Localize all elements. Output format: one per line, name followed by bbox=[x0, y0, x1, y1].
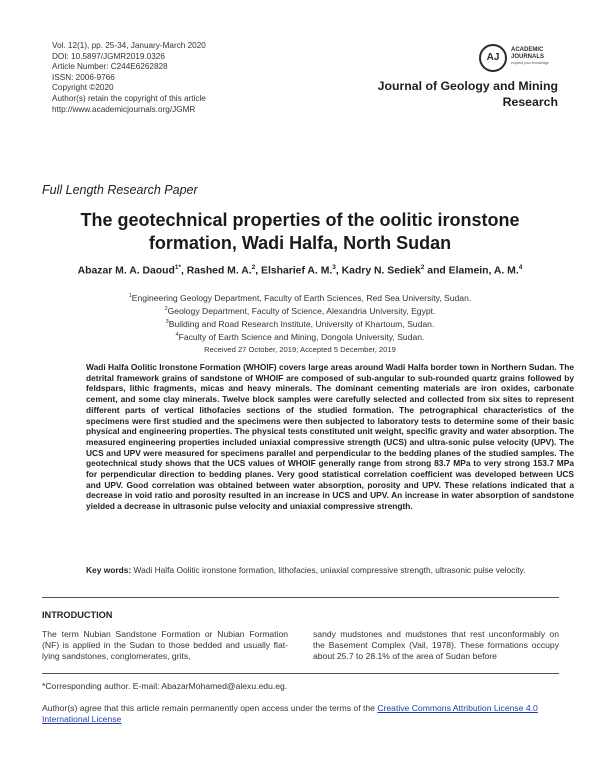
author-separator: , bbox=[255, 265, 262, 277]
author-separator: , bbox=[335, 265, 342, 277]
affiliation-line bbox=[30, 317, 570, 330]
metadata-line: Author(s) retain the copyright of this article bbox=[52, 93, 206, 103]
author-name: Elamein, A. M. bbox=[448, 265, 519, 277]
affiliation-text: Faculty of Earth Science and Mining, Dongola University, Sudan. bbox=[178, 331, 425, 342]
metadata-line: Copyright ©2020 bbox=[52, 83, 114, 93]
introduction-heading: INTRODUCTION bbox=[42, 610, 113, 620]
title-line2: formation, Wadi Halfa, North Sudan bbox=[148, 233, 452, 253]
affiliation-number: 1 bbox=[128, 293, 132, 299]
logo-tagline: expand your knowledge bbox=[511, 61, 549, 65]
author-affiliation-mark: 2 bbox=[420, 264, 425, 271]
footnote-divider bbox=[42, 673, 559, 674]
metadata-line: DOI: 10.5897/JGMR2019.0326 bbox=[52, 51, 165, 61]
metadata-line: Vol. 12(1), pp. 25-34, January-March 2020 bbox=[52, 41, 206, 50]
affiliation-line bbox=[30, 304, 570, 317]
academic-journals-logo bbox=[479, 44, 579, 74]
article-metadata bbox=[52, 41, 312, 115]
logo-wordmark bbox=[511, 47, 544, 60]
affiliations bbox=[30, 291, 570, 342]
author-name: Kadry N. Sediek bbox=[341, 265, 421, 277]
author-name: Abazar M. A. Daoud bbox=[77, 265, 175, 277]
keywords-label: Key words: bbox=[86, 565, 132, 575]
paper-title bbox=[30, 209, 570, 255]
author-affiliation-mark: 2 bbox=[251, 264, 256, 271]
author-affiliation-mark: 3 bbox=[332, 264, 336, 271]
metadata-line: ISSN: 2006-9766 bbox=[52, 72, 115, 82]
affiliation-number: 2 bbox=[164, 305, 168, 312]
received-dates: Received 27 October, 2019; Accepted 5 December, 2019 bbox=[204, 345, 396, 354]
journal-title-line1: Journal of Geology and Mining bbox=[377, 79, 558, 93]
affiliation-line bbox=[30, 291, 570, 304]
author-affiliation-mark: 4 bbox=[518, 264, 523, 271]
author-name: Rashed M. A. bbox=[186, 265, 252, 277]
author-separator: and bbox=[424, 265, 449, 277]
license-notice bbox=[42, 703, 572, 725]
intro-right-column: sandy mudstones and mudstones that rest unconformably on the Basement Complex (Vail, 1978). These formations occupy about 25.7 to 28.1% of the area of Sudan before bbox=[313, 629, 559, 662]
journal-title-line2: Research bbox=[502, 95, 558, 109]
intro-left-column: The term Nubian Sandstone Formation or Nubian Formation (NF) is applied in the Sudan to those bedded and usually flat-lying sandstones, conglomerates, grits, bbox=[42, 629, 288, 662]
author-list bbox=[20, 264, 580, 276]
author-affiliation-mark: 1* bbox=[174, 264, 181, 271]
metadata-line: http://www.academicjournals.org/JGMR bbox=[52, 104, 196, 114]
aj-logo-icon: AJ bbox=[479, 44, 507, 72]
metadata-line: Article Number: C244E6262828 bbox=[52, 62, 168, 72]
corresponding-author: *Corresponding author. E-mail: AbazarMohamed@alexu.edu.eg. bbox=[42, 681, 288, 691]
affiliation-number: 3 bbox=[165, 318, 169, 325]
affiliation-line bbox=[30, 330, 570, 343]
keywords-text: Wadi Halfa Oolitic ironstone formation, lithofacies, uniaxial compressive strength, ultrasonic pulse velocity. bbox=[133, 565, 526, 575]
abstract: Wadi Halfa Oolitic Ironstone Formation (WHOIF) covers large areas around Wadi Halfa border town in Northern Sudan. The detrital framework grains of sandstone of WHOIF are composed of sub-angular to sub-rounded quartz grains followed by feldspars, lithic fragments, micas and heavy minerals. The dominant cementing materials are iron oxides, carbonate cement, and some clay minerals. Twelve block samples were carefully selected and collected from six sites to represent different parts of vertical lithofacies sections of the studied formation. The petrographical characteristics of the specimens were first studied and the specimens were then subjected to laboratory tests to determine some of their basic physical and engineering properties. The physical tests constituted unit weight, specific gravity and water absorption. The measured engineering properties included uniaxial compressive strength (UCS) and ultra-sonic pulse velocity (UPV). The UCS and UPV were measured for specimens parallel and perpendicular to the bedding planes of the studied samples. The geotechnical study shows that the UCS values of WHOIF generally range from strong 83.7 MPa to very strong 153.7 MPa for perpendicular direction to bedding planes. Very good statistical correlation coefficient was developed between UCS and UPV. Good correlation was obtained between water absorption, porosity and UPV. These relations indicated that a decrease in void ratio and porosity resulted in an increase in UCS and UPV. An increase in water absorption of sandstone yielded a decrease in ultrasonic pulse velocity and uniaxial compressive strength. bbox=[86, 362, 574, 512]
author-separator: , bbox=[180, 265, 187, 277]
affiliation-text: Building and Road Research Institute, University of Khartoum, Sudan. bbox=[168, 318, 435, 329]
paper-type: Full Length Research Paper bbox=[42, 183, 198, 197]
author-name: Elsharief A. M. bbox=[261, 265, 333, 277]
logo-line1: ACADEMIC bbox=[511, 47, 544, 53]
journal-title bbox=[318, 78, 558, 110]
title-line1: The geotechnical properties of the oolitic ironstone bbox=[80, 210, 520, 230]
affiliation-text: Geology Department, Faculty of Science, Alexandria University, Egypt. bbox=[167, 305, 436, 316]
affiliation-number: 4 bbox=[175, 331, 179, 338]
affiliation-text: Engineering Geology Department, Faculty of Earth Sciences, Red Sea University, Sudan. bbox=[131, 292, 472, 303]
license-link[interactable]: Creative Commons Attribution License 4.0 International License bbox=[42, 703, 538, 724]
section-divider bbox=[42, 597, 559, 598]
logo-line2: JOURNALS bbox=[511, 53, 545, 60]
license-text: Author(s) agree that this article remain permanently open access under the terms of the bbox=[42, 703, 378, 713]
keywords bbox=[86, 565, 574, 576]
